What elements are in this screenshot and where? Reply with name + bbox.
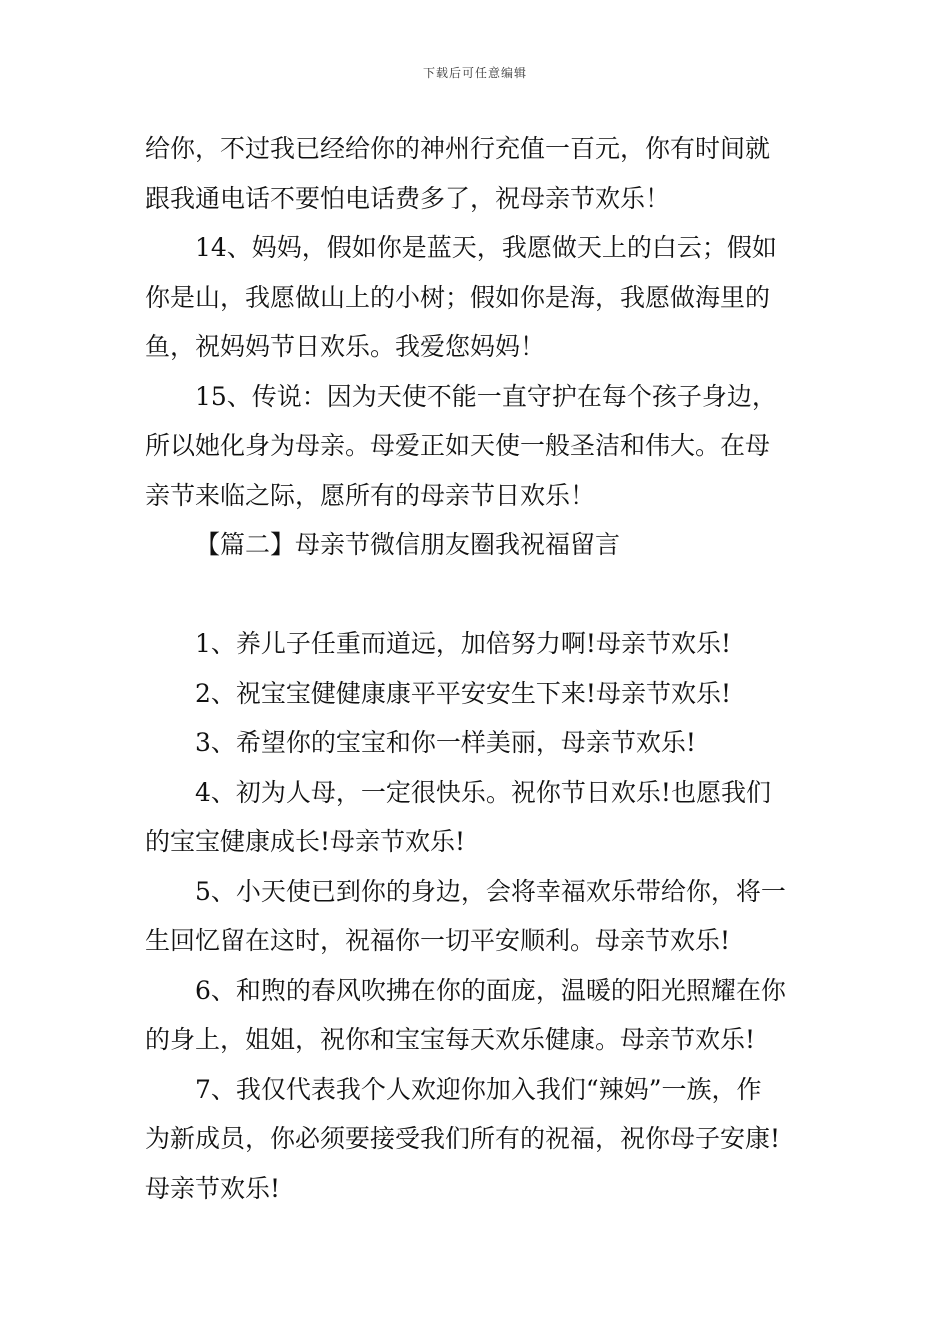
text-line: 的身上，姐姐，祝你和宝宝每天欢乐健康。母亲节欢乐! [145,1025,756,1054]
paragraph-item-14 [145,223,807,372]
text-line: 7、我仅代表我个人欢迎你加入我们“辣妈”一族，作 [195,1074,762,1104]
paragraph-item-1 [145,619,807,669]
text-line: 给你，不过我已经给你的神州行充值一百元，你有时间就 [145,134,771,163]
text-line: 5、小天使已到你的身边，会将幸福欢乐带给你，将一 [195,876,786,906]
paragraph-item-7 [145,1065,807,1214]
section-heading-text: 【篇二】母亲节微信朋友圈我祝福留言 [195,530,621,559]
text-line: 母亲节欢乐! [145,1173,281,1203]
text-line: 1、养儿子任重而道远，加倍努力啊!母亲节欢乐! [195,629,732,658]
text-line: 2、祝宝宝健健康康平平安安生下来!母亲节欢乐! [195,678,732,708]
text-line: 的宝宝健康成长!母亲节欢乐! [145,827,466,856]
paragraph-item-3 [145,718,807,768]
paragraph-item-6 [145,966,807,1065]
text-line: 4、初为人母，一定很快乐。祝你节日欢乐!也愿我们 [195,777,771,807]
page-header: 下载后可任意编辑 [422,66,527,80]
paragraph-item-2 [145,669,807,719]
text-line: 15、传说：因为天使不能一直守护在每个孩子身边， [195,381,777,411]
text-line: 你是山，我愿做山上的小树；假如你是海，我愿做海里的 [145,282,771,312]
text-line: 所以她化身为母亲。母爱正如天使一般圣洁和伟大。在母 [145,431,771,460]
text-line: 亲节来临之际，愿所有的母亲节日欢乐！ [145,480,596,510]
text-line: 3、希望你的宝宝和你一样美丽，母亲节欢乐! [195,728,696,757]
text-line: 跟我通电话不要怕电话费多了，祝母亲节欢乐！ [145,183,671,213]
section-heading [145,520,807,570]
paragraph-item-15 [145,372,807,521]
paragraph-continuation [145,124,807,223]
blank-line [145,570,807,620]
document-body [145,124,807,1213]
paragraph-item-5 [145,867,807,966]
paragraph-item-4 [145,768,807,867]
text-line: 生回忆留在这时，祝福你一切平安顺利。母亲节欢乐! [145,926,731,955]
text-line: 14、妈妈，假如你是蓝天，我愿做天上的白云；假如 [195,233,777,262]
text-line: 为新成员，你必须要接受我们所有的祝福，祝你母子安康! [145,1124,781,1153]
text-line: 6、和煦的春风吹拂在你的面庞，温暖的阳光照耀在你 [195,975,786,1005]
text-line: 鱼，祝妈妈节日欢乐。我爱您妈妈！ [145,332,546,361]
